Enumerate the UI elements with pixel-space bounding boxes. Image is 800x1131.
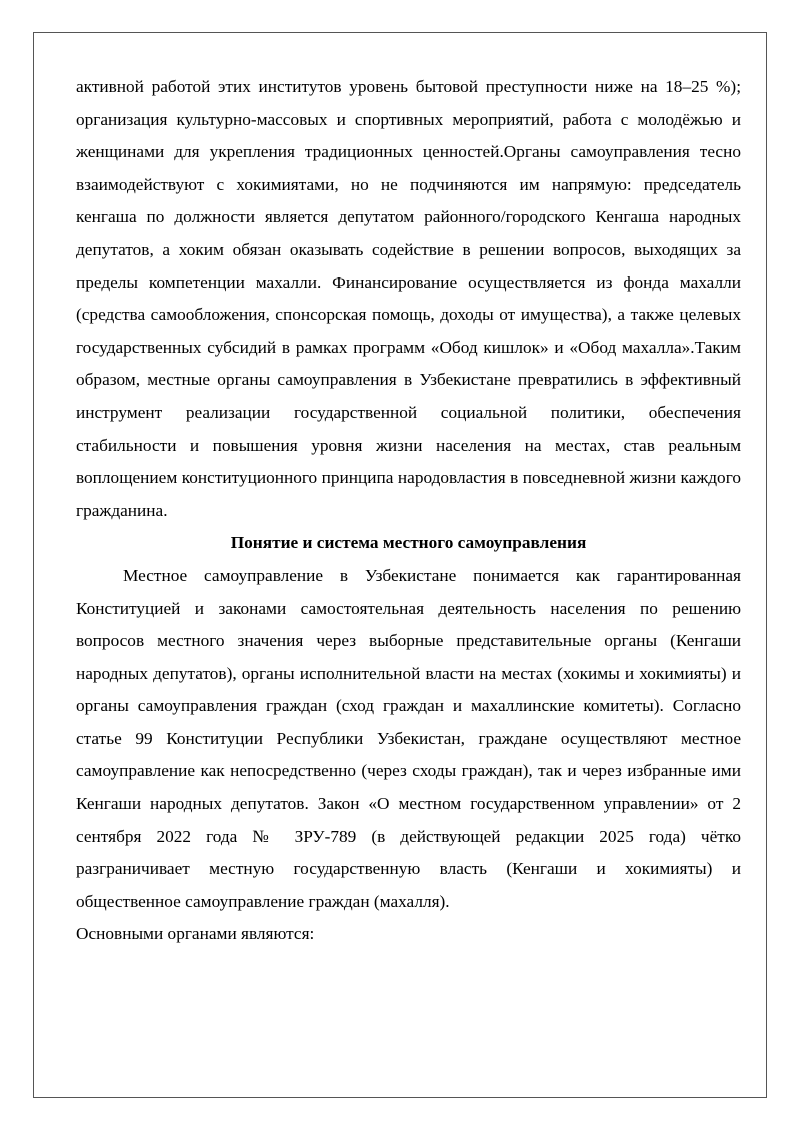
document-body: [76, 71, 741, 951]
paragraph-main: Местное самоуправление в Узбекистане понимается как гарантированная Конституцией и законами самостоятельная деятельность населения по решению вопросов местного значения через выборные представительные органы (Кенгаши народных депутатов), органы исполнительной власти на местах (хокимы и хокимияты) и органы самоуправления граждан (сход граждан и махаллинские комитеты). Согласно статье 99 Конституции Республики Узбекистан, граждане осуществляют местное самоуправление как непосредственно (через сходы граждан), так и через избранные ими Кенгаши народных депутатов. Закон «О местном государственном управлении» от 2 сентября 2022 года № ЗРУ-789 (в действующей редакции 2025 года) чётко разграничивает местную государственную власть (Кенгаши и хокимияты) и общественное самоуправление граждан (махалля).: [76, 565, 741, 911]
section-heading: Понятие и система местного самоуправления: [230, 533, 587, 553]
paragraph-continued: активной работой этих институтов уровень бытовой преступности ниже на 18–25 %); организация культурно-массовых и спортивных мероприятий, работа с молодёжью и женщинами для укрепления традиционных ценностей.Органы самоуправления тесно взаимодействуют с хокимиятами, но не подчиняются им напрямую: председатель кенгаша по должности является депутатом районного/городского Кенгаша народных депутатов, а хоким обязан оказывать содействие в решении вопросов, выходящих за пределы компетенции махалли. Финансирование осуществляется из фонда махалли (средства самообложения, спонсорская помощь, доходы от имущества), а также целевых государственных субсидий в рамках программ «Обод кишлок» и «Обод махалла».Таким образом, местные органы самоуправления в Узбекистане превратились в эффективный инструмент реализации государственной социальной политики, обеспечения стабильности и повышения уровня жизни населения на местах, став реальным воплощением конституционного принципа народовластия в повседневной жизни каждого гражданина.: [76, 77, 741, 520]
paragraph-last: Основными органами являются:: [76, 924, 315, 944]
